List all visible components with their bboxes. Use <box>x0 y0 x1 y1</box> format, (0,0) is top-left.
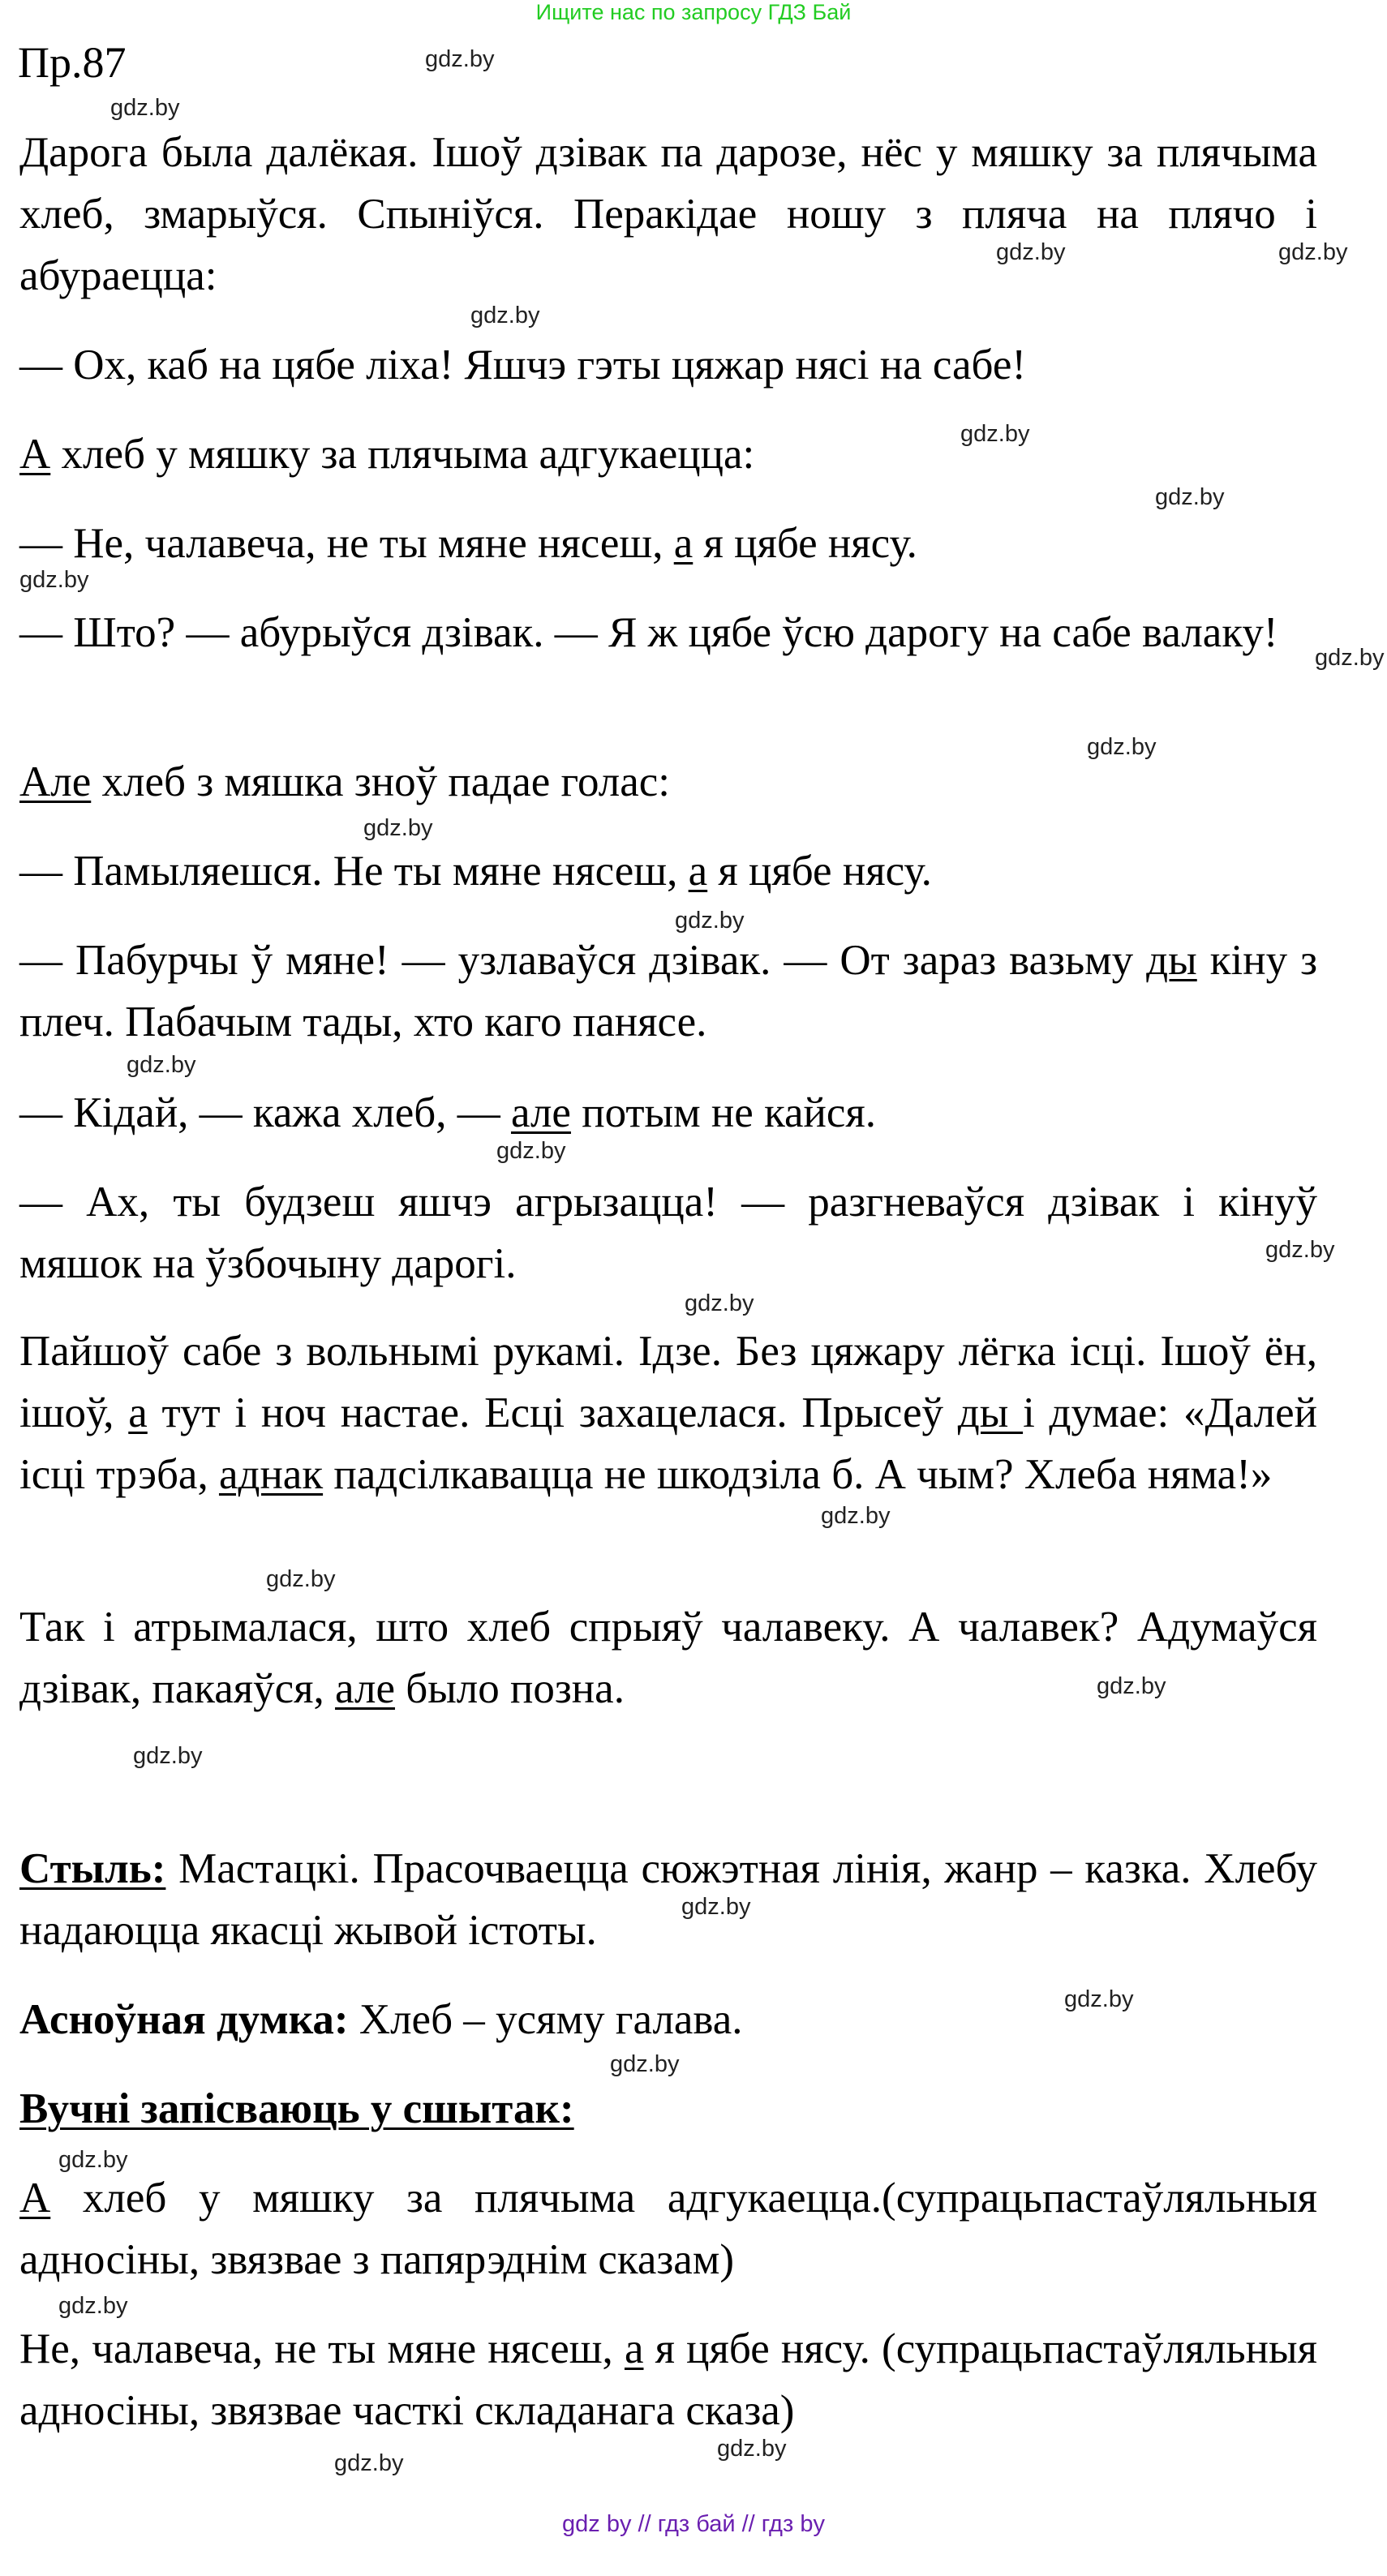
watermark: gdz.by <box>1087 734 1157 760</box>
text-segment: тут і ноч настае. Есці захацелася. Прысеў <box>147 1389 958 1436</box>
watermark: gdz.by <box>717 2436 787 2462</box>
story-paragraph <box>19 423 1317 485</box>
watermark: gdz.by <box>1155 484 1225 510</box>
underlined-word: а <box>128 1389 148 1436</box>
watermark: gdz.by <box>1278 239 1348 265</box>
text-segment: — Ах, ты будзеш яшчэ агрызацца! — разгневаўся дзівак і кінуў мяшок на ўзбочыну дарогі. <box>19 1179 1317 1287</box>
watermark: gdz.by <box>996 239 1066 265</box>
story-paragraph <box>19 122 1317 307</box>
watermark: gdz.by <box>685 1290 754 1316</box>
watermark: gdz.by <box>334 2450 404 2476</box>
footer-links[interactable]: gdz by // гдз бай // гдз by <box>562 2511 825 2537</box>
text-segment: Хлеб – усяму галава. <box>348 1996 743 2043</box>
watermark: gdz.by <box>496 1138 566 1164</box>
underlined-word: аднак <box>218 1451 324 1498</box>
notebook-entry <box>19 2167 1317 2290</box>
dialogue-line <box>19 334 1317 396</box>
text-segment: хлеб у мяшку за плячыма адгукаецца.(супрацьпастаўляльныя адносіны, звязвае з папярэднім сказам) <box>19 2175 1317 2283</box>
watermark: gdz.by <box>1265 1237 1335 1263</box>
text-segment: — Пабурчы ў мяне! — узлаваўся дзівак. — От зараз вазьму <box>19 937 1147 984</box>
watermark: gdz.by <box>19 567 89 593</box>
text-segment: падсілкавацца не шкодзіла б. А чым? Хлеба няма!» <box>323 1451 1273 1498</box>
text-segment: Так і атрымалася, што хлеб спрыяў чалавеку. А чалавек? Адумаўся дзівак, пакаяўся, <box>19 1604 1317 1712</box>
underlined-word: Вучні запісваюць у сшытак: <box>19 2085 574 2132</box>
text-segment: я цябе нясу. <box>707 848 932 895</box>
watermark: gdz.by <box>1315 645 1385 671</box>
watermark: gdz.by <box>425 46 495 72</box>
text-segment: я цябе нясу. (супрацьпастаўляльныя адносіны, звязвае часткі складанага сказа) <box>19 2325 1317 2434</box>
watermark: gdz.by <box>266 1566 336 1592</box>
text-segment: хлеб з мяшка зноў падае голас: <box>91 758 670 805</box>
text-segment: і думае: «Далей ісці трэба, <box>19 1389 1318 1498</box>
watermark: gdz.by <box>363 815 433 841</box>
watermark: gdz.by <box>610 2051 680 2077</box>
dialogue-line <box>19 930 1317 1053</box>
search-banner[interactable]: Ищите нас по запросу ГДЗ Бай <box>535 0 852 24</box>
underlined-word: А <box>19 2175 51 2222</box>
text-segment: было позна. <box>394 1665 625 1712</box>
text-segment: хлеб у мяшку за плячыма адгукаецца: <box>50 431 755 478</box>
story-paragraph <box>19 1596 1317 1719</box>
watermark: gdz.by <box>58 2293 128 2319</box>
text-segment: потым не кайся. <box>570 1089 877 1136</box>
watermark: gdz.by <box>821 1503 891 1529</box>
underlined-word: а <box>624 2325 644 2372</box>
dialogue-line <box>19 602 1317 663</box>
text-segment: Не, чалавеча, не ты мяне нясеш, <box>19 2325 625 2372</box>
watermark: gdz.by <box>1064 1986 1134 2012</box>
story-paragraph <box>19 1320 1317 1505</box>
text-segment: Пайшоў сабе з вольнымі рукамі. Ідзе. Без цяжару лёгка ісці. Ішоў ён, ішоў, <box>19 1328 1317 1436</box>
watermark: gdz.by <box>681 1894 751 1920</box>
underlined-word: Але <box>19 758 92 805</box>
notebook-entry <box>19 2318 1317 2441</box>
text-segment: кіну з плеч. Пабачым тады, хто каго панясе. <box>19 937 1318 1045</box>
story-paragraph <box>19 751 1317 813</box>
underlined-word: ды <box>957 1389 1024 1436</box>
text-segment: — Не, чалавеча, не ты мяне нясеш, <box>19 520 674 567</box>
underlined-word: а <box>673 520 694 567</box>
watermark: gdz.by <box>58 2147 128 2173</box>
notebook-heading <box>19 2078 1317 2140</box>
watermark: gdz.by <box>127 1052 196 1078</box>
text-segment: — Ох, каб на цябе ліха! Яшчэ гэты цяжар нясі на сабе! <box>19 341 1026 389</box>
text-segment: Мастацкі. Прасочваецца сюжэтная лінія, жанр – казка. Хлебу надаюцца якасці жывой істоты. <box>19 1845 1317 1954</box>
underlined-word: Стыль: <box>19 1845 166 1892</box>
underlined-word: А <box>19 431 51 478</box>
exercise-title: Пр.87 <box>18 38 127 87</box>
text-segment: Дарога была далёкая. Ішоў дзівак па дарозе, нёс у мяшку за плячыма хлеб, змарыўся. Спыніўся. Перакідае ношу з пляча на плячо і абураецца: <box>19 129 1317 299</box>
underlined-word: а <box>688 848 708 895</box>
underlined-word: але <box>335 1665 395 1712</box>
style-note <box>19 1838 1317 1961</box>
text-segment: — Памыляешся. Не ты мяне нясеш, <box>19 848 689 895</box>
watermark: gdz.by <box>1097 1673 1166 1699</box>
watermark: gdz.by <box>133 1743 203 1769</box>
text-segment: — Кідай, — кажа хлеб, — <box>19 1089 511 1136</box>
dialogue-line <box>19 513 1317 574</box>
watermark: gdz.by <box>110 95 180 121</box>
bold-label: Асноўная думка: <box>19 1996 349 2043</box>
dialogue-line <box>19 1171 1317 1294</box>
underlined-word: але <box>510 1089 571 1136</box>
text-segment: я цябе нясу. <box>693 520 917 567</box>
underlined-word: ды <box>1146 937 1197 984</box>
watermark: gdz.by <box>675 908 745 934</box>
text-segment: — Што? — абурыўся дзівак. — Я ж цябе ўсю дарогу на сабе валаку! <box>19 609 1278 656</box>
dialogue-line <box>19 1082 1317 1144</box>
watermark: gdz.by <box>960 421 1030 447</box>
dialogue-line <box>19 840 1317 902</box>
watermark: gdz.by <box>470 303 540 328</box>
